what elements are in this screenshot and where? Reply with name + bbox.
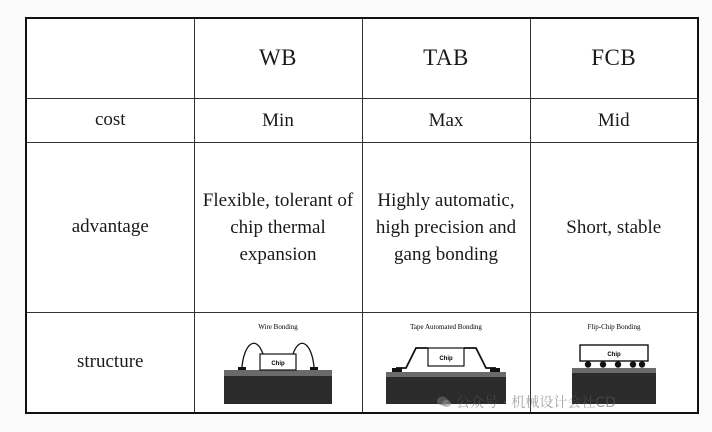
fcb-substrate-top [572,368,656,373]
tab-substrate-top [386,372,506,377]
row-label-structure: structure [26,312,194,413]
wire-bonding-caption: Wire Bonding [258,323,298,332]
wb-chip-label: Chip [271,361,285,368]
fcb-bump-3 [615,362,621,368]
advantage-wb: Flexible, tolerant of chip thermal expansion [194,142,362,312]
row-label-advantage: advantage [26,142,194,312]
wire-bonding-diagram [222,320,334,404]
comparison-table [25,17,699,414]
fcb-bump-1 [585,362,591,368]
tab-chip-label: Chip [439,356,453,363]
wb-pad-right [310,367,318,370]
header-tab: TAB [362,18,530,98]
advantage-tab: Highly automatic, high precision and gang bonding [362,142,530,312]
advantage-row [26,142,698,312]
header-wb: WB [194,18,362,98]
structure-wb [194,312,362,413]
advantage-fcb: Short, stable [530,142,698,312]
cost-row [26,98,698,142]
tab-lead-right [464,348,496,368]
tab-caption: Tape Automated Bonding [410,323,482,332]
wb-pad-left [238,367,246,370]
tab-lead-left [396,348,428,368]
wb-substrate-top [224,370,332,376]
header-fcb: FCB [530,18,698,98]
watermark-text: 公众号 · 机械设计会社CD [456,395,616,411]
cost-fcb: Mid [530,98,698,142]
row-label-cost: cost [26,98,194,142]
fcb-bump-5 [639,362,645,368]
fcb-bump-2 [600,362,606,368]
flip-chip-caption: Flip-Chip Bonding [587,323,641,332]
header-corner [26,18,194,98]
cost-tab: Max [362,98,530,142]
fcb-chip-label: Chip [607,352,621,359]
cost-wb: Min [194,98,362,142]
wechat-icon [436,394,452,410]
fcb-bump-4 [630,362,636,368]
watermark [436,391,616,413]
header-row [26,18,698,98]
